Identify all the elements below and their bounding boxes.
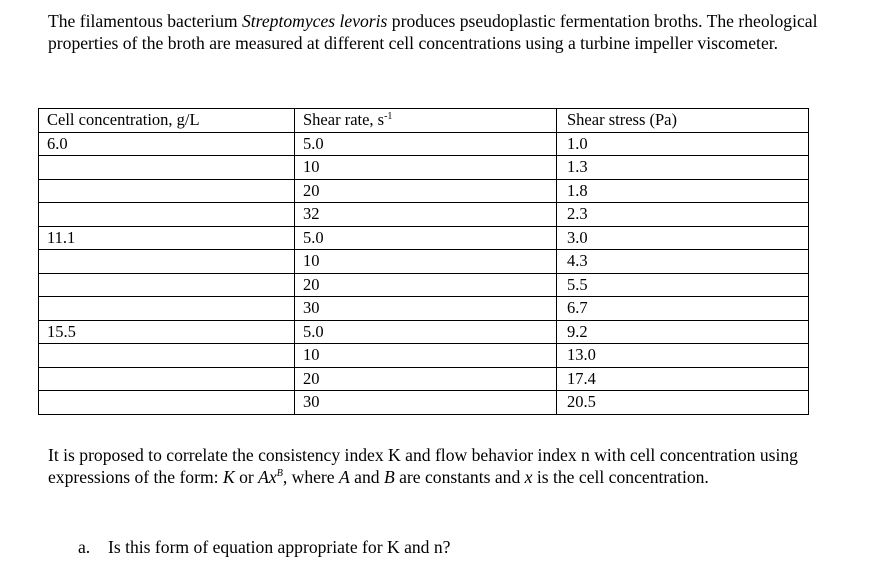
shear-rate-cell: 20 [295, 367, 557, 391]
cell-concentration-cell [39, 273, 295, 297]
symbol-b-exponent-letter: B [276, 468, 283, 479]
shear-stress-cell: 17.4 [557, 367, 809, 391]
shear-stress-cell: 1.8 [557, 179, 809, 203]
cell-concentration-cell [39, 297, 295, 321]
shear-stress-cell: 1.3 [557, 156, 809, 180]
table-row [39, 320, 809, 344]
shear-stress-cell: 2.3 [557, 203, 809, 227]
shear-rate-cell: 5.0 [295, 320, 557, 344]
cell-concentration-cell [39, 203, 295, 227]
correlation-text-6: is the cell concentration. [532, 467, 709, 487]
table-row [39, 132, 809, 156]
table-row [39, 391, 809, 415]
shear-stress-cell: 20.5 [557, 391, 809, 415]
symbol-k: K [222, 467, 235, 487]
shear-rate-cell: 32 [295, 203, 557, 227]
correlation-text-1: It is proposed to correlate the consistency index K and flow behavior index n with cell concentration using expressions of the form: [48, 445, 798, 487]
shear-rate-cell: 30 [295, 391, 557, 415]
shear-stress-cell: 6.7 [557, 297, 809, 321]
shear-stress-cell: 3.0 [557, 226, 809, 250]
table-row [39, 203, 809, 227]
shear-rate-cell: 20 [295, 179, 557, 203]
symbol-x: x [524, 467, 533, 487]
shear-stress-cell: 5.5 [557, 273, 809, 297]
symbol-a: A [339, 467, 350, 487]
header-cell-concentration: Cell concentration, g/L [39, 109, 295, 133]
correlation-text-4: and [349, 467, 384, 487]
header-shear-rate-label: Shear rate, s [303, 110, 385, 130]
cell-concentration-cell [39, 367, 295, 391]
cell-concentration-cell [39, 250, 295, 274]
cell-concentration-cell [39, 344, 295, 368]
question-a [78, 536, 451, 558]
cell-concentration-cell [39, 179, 295, 203]
table-row [39, 297, 809, 321]
header-shear-stress: Shear stress (Pa) [557, 109, 809, 133]
table-row [39, 179, 809, 203]
table-row [39, 367, 809, 391]
table-row [39, 273, 809, 297]
species-name: Streptomyces levoris [241, 11, 388, 31]
question-label: a. [78, 537, 91, 557]
shear-stress-cell: 1.0 [557, 132, 809, 156]
shear-rate-cell: 10 [295, 250, 557, 274]
correlation-text-2: or [234, 467, 259, 487]
cell-concentration-cell [39, 156, 295, 180]
shear-rate-cell: 10 [295, 344, 557, 368]
cell-concentration-cell: 15.5 [39, 320, 295, 344]
correlation-text-5: are constants and [394, 467, 525, 487]
shear-rate-cell: 10 [295, 156, 557, 180]
header-shear-rate-exponent: -1 [384, 111, 393, 123]
cell-concentration-cell: 6.0 [39, 132, 295, 156]
shear-rate-cell: 5.0 [295, 226, 557, 250]
shear-rate-cell: 5.0 [295, 132, 557, 156]
correlation-paragraph [48, 444, 838, 488]
intro-text-2: produces pseudoplastic fermentation broths. The rheological properties of the broth are measured at different cell concentrations using a turbine impeller viscometer. [48, 11, 818, 53]
problem-intro [48, 10, 868, 54]
header-shear-rate [295, 109, 557, 133]
symbol-b: B [383, 467, 395, 487]
shear-stress-cell: 13.0 [557, 344, 809, 368]
symbol-b-exponent [277, 468, 283, 479]
table-row [39, 250, 809, 274]
intro-text-1: The filamentous bacterium [48, 11, 242, 31]
table-row [39, 226, 809, 250]
shear-rate-cell: 20 [295, 273, 557, 297]
correlation-text-3: , where [282, 467, 339, 487]
cell-concentration-cell: 11.1 [39, 226, 295, 250]
rheology-data-table [38, 108, 809, 415]
symbol-ax: Ax [258, 467, 277, 487]
table-row [39, 156, 809, 180]
shear-stress-cell: 4.3 [557, 250, 809, 274]
table-header-row [39, 109, 809, 133]
cell-concentration-cell [39, 391, 295, 415]
shear-stress-cell: 9.2 [557, 320, 809, 344]
question-text: Is this form of equation appropriate for K and n? [108, 537, 451, 557]
table-row [39, 344, 809, 368]
shear-rate-cell: 30 [295, 297, 557, 321]
